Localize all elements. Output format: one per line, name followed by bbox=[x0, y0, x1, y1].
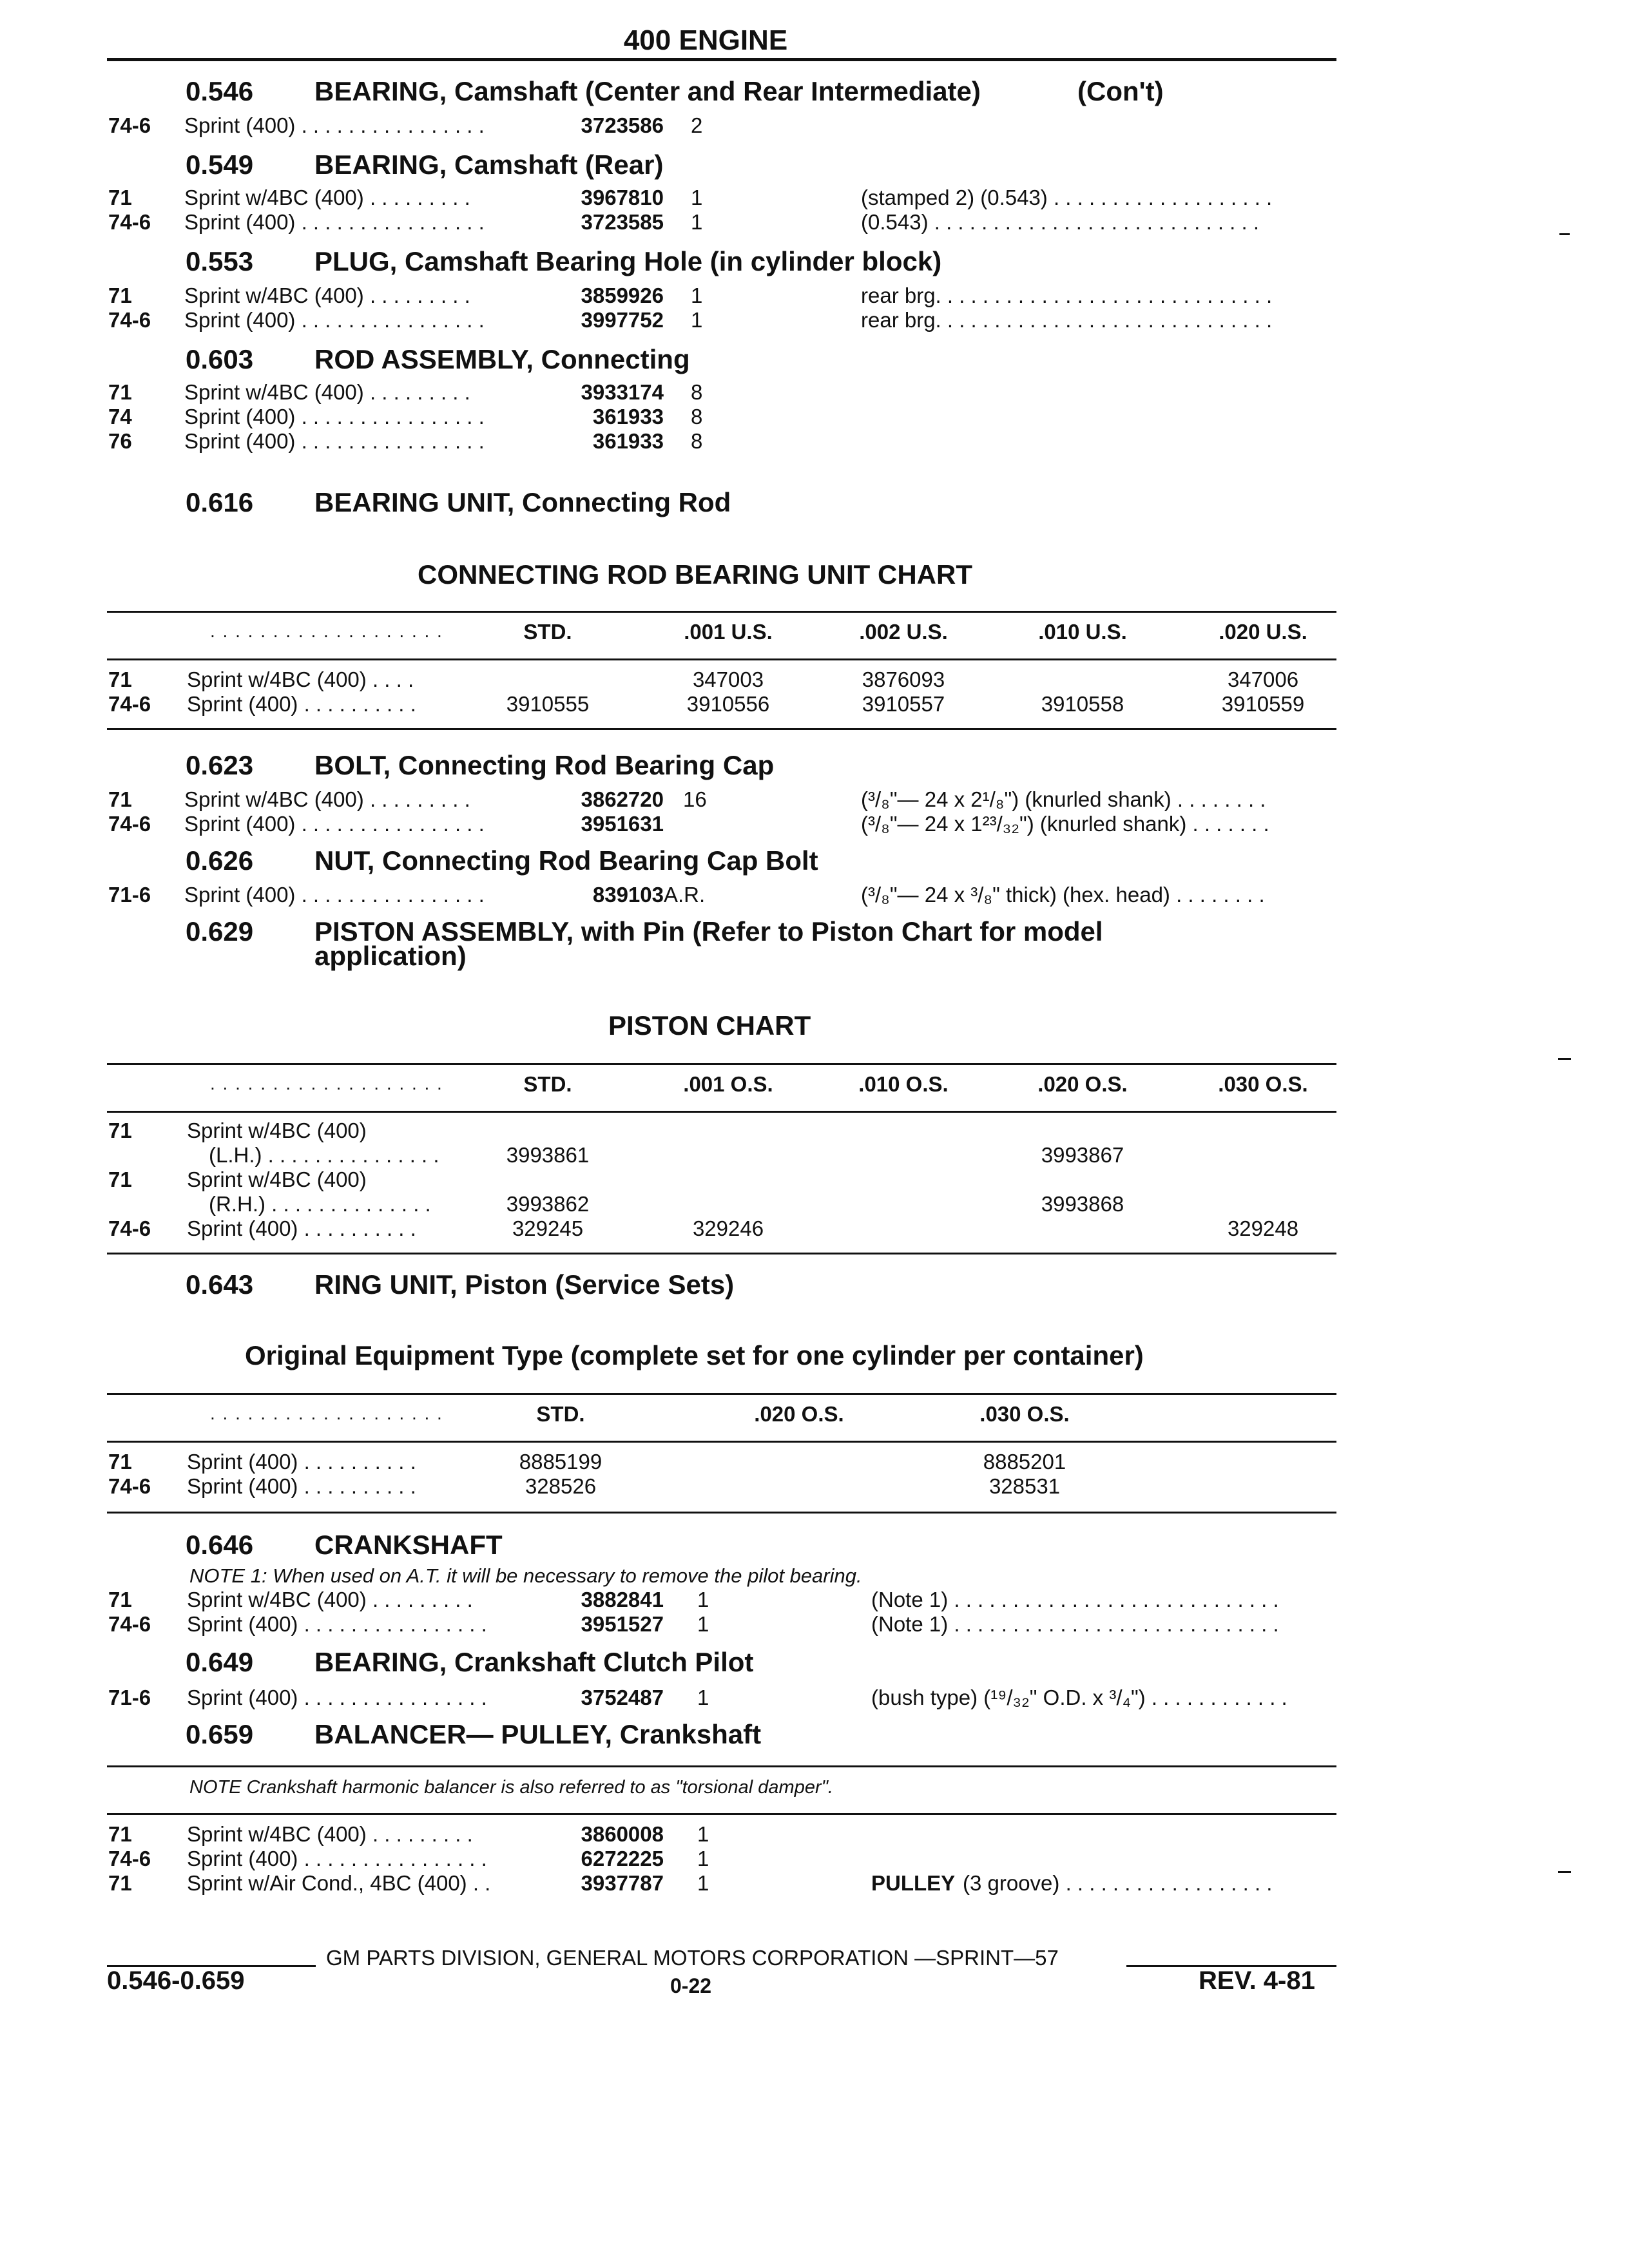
section-number: 0.659 bbox=[186, 1719, 254, 1749]
row-application: Sprint w/4BC (400) . . . . bbox=[187, 668, 414, 691]
table-cell: 328526 bbox=[525, 1474, 597, 1498]
section-title-continued: application) bbox=[314, 941, 467, 971]
part-number: 3967810 bbox=[581, 186, 664, 209]
table-cell: 3876093 bbox=[862, 668, 945, 691]
part-number: 3951527 bbox=[581, 1612, 664, 1636]
quantity: 1 bbox=[691, 284, 703, 307]
quantity: 1 bbox=[697, 1612, 709, 1636]
row-year: 76 bbox=[108, 429, 132, 453]
footer-publisher: GM PARTS DIVISION, GENERAL MOTORS CORPORATION —SPRINT—57 bbox=[326, 1946, 1059, 1970]
column-header: .001 U.S. bbox=[684, 620, 773, 644]
row-year: 71 bbox=[108, 1588, 132, 1611]
row-application: Sprint (400) . . . . . . . . . . . . . . . . bbox=[184, 210, 485, 234]
lead-dots: . . . . . . . . . . . . . . . . . . . bbox=[210, 621, 443, 641]
column-header: .020 U.S. bbox=[1219, 620, 1307, 644]
row-year: 74-6 bbox=[108, 1216, 151, 1240]
table-rule bbox=[107, 1512, 1336, 1514]
quantity: 8 bbox=[691, 380, 703, 404]
table-rule bbox=[107, 611, 1336, 613]
quantity: 1 bbox=[691, 210, 703, 234]
section-title: BEARING UNIT, Connecting Rod bbox=[314, 487, 731, 517]
row-application: Sprint (400) . . . . . . . . . . . . . . . . bbox=[187, 1686, 487, 1709]
row-application: Sprint w/4BC (400) . . . . . . . . . bbox=[184, 186, 470, 209]
row-application: Sprint w/4BC (400) . . . . . . . . . bbox=[187, 1588, 473, 1611]
section-title: RING UNIT, Piston (Service Sets) bbox=[314, 1269, 735, 1300]
section-title: BEARING, Crankshaft Clutch Pilot bbox=[314, 1647, 754, 1677]
quantity: 2 bbox=[691, 113, 703, 137]
row-application: Sprint (400) . . . . . . . . . . . . . . . . bbox=[184, 308, 485, 332]
section-title: BEARING, Camshaft (Rear) bbox=[314, 149, 664, 180]
table-cell: 347006 bbox=[1227, 668, 1299, 691]
remark-bold: PULLEY bbox=[871, 1871, 956, 1895]
table-cell: 328531 bbox=[988, 1474, 1061, 1498]
column-header: .030 O.S. bbox=[1218, 1072, 1308, 1096]
quantity: 1 bbox=[697, 1847, 709, 1870]
row-application: Sprint w/4BC (400) bbox=[187, 1168, 367, 1191]
section-number: 0.603 bbox=[186, 344, 254, 374]
part-number: 3752487 bbox=[581, 1686, 664, 1709]
quantity: 1 bbox=[691, 186, 703, 209]
row-year: 71 bbox=[108, 668, 132, 691]
column-header: .020 O.S. bbox=[754, 1402, 844, 1426]
row-year: 71 bbox=[108, 1871, 132, 1895]
section-title: CRANKSHAFT bbox=[314, 1530, 503, 1560]
table-cell: 3993862 bbox=[506, 1192, 590, 1216]
part-number: 3723585 bbox=[581, 210, 664, 234]
row-year: 74 bbox=[108, 405, 132, 428]
row-application: Sprint w/4BC (400) . . . . . . . . . bbox=[184, 380, 470, 404]
part-number: 3937787 bbox=[581, 1871, 664, 1895]
row-application: Sprint (400) . . . . . . . . . . . . . . . . bbox=[184, 405, 485, 428]
table-cell: 329246 bbox=[692, 1216, 764, 1240]
table-rule bbox=[107, 1393, 1336, 1395]
row-year: 71-6 bbox=[108, 1686, 151, 1709]
part-number: 3933174 bbox=[581, 380, 664, 404]
quantity: 1 bbox=[697, 1822, 709, 1846]
table-rule bbox=[107, 728, 1336, 730]
column-header: .010 O.S. bbox=[858, 1072, 949, 1096]
quantity: 8 bbox=[691, 429, 703, 453]
remark: (³/₈"— 24 x 2¹/₈") (knurled shank) . . . . . . . . bbox=[861, 787, 1266, 811]
row-year: 71-6 bbox=[108, 883, 151, 907]
column-header: STD. bbox=[523, 620, 572, 644]
part-number: 3859926 bbox=[581, 284, 664, 307]
remark: (³/₈"— 24 x 1²³/₃₂") (knurled shank) . . . . . . . bbox=[861, 812, 1269, 836]
column-header: STD. bbox=[536, 1402, 585, 1426]
table-cell: 329248 bbox=[1227, 1216, 1299, 1240]
section-title: ROD ASSEMBLY, Connecting bbox=[314, 344, 690, 374]
quantity: 1 bbox=[691, 308, 703, 332]
row-year: 71 bbox=[108, 787, 132, 811]
column-header: .002 U.S. bbox=[859, 620, 948, 644]
row-application: Sprint (400) . . . . . . . . . . . . . . . . bbox=[187, 1612, 487, 1636]
row-year: 71 bbox=[108, 186, 132, 209]
remark: (³/₈"— 24 x ³/₈" thick) (hex. head) . . . . . . . . bbox=[861, 883, 1265, 907]
remark: rear brg. . . . . . . . . . . . . . . . . . . . . . . . . . . . . bbox=[861, 308, 1273, 332]
section-number: 0.629 bbox=[186, 916, 254, 947]
section-note: NOTE 1: When used on A.T. it will be necessary to remove the pilot bearing. bbox=[189, 1564, 862, 1587]
row-application: Sprint (400) . . . . . . . . . . . . . . . . bbox=[184, 113, 485, 137]
row-year: 74-6 bbox=[108, 113, 151, 137]
remark: (3 groove) . . . . . . . . . . . . . . . . . . bbox=[963, 1871, 1273, 1895]
table-cell: 3910558 bbox=[1041, 692, 1124, 716]
table-cell: 3910555 bbox=[506, 692, 590, 716]
chart-title: Original Equipment Type (complete set for one cylinder per container) bbox=[245, 1340, 1144, 1370]
remark: (Note 1) . . . . . . . . . . . . . . . . . . . . . . . . . . . . bbox=[871, 1588, 1279, 1611]
revision-label: REV. 4-81 bbox=[1199, 1966, 1315, 1995]
row-year: 71 bbox=[108, 1119, 132, 1142]
row-application: Sprint w/4BC (400) bbox=[187, 1119, 367, 1142]
remark: (stamped 2) (0.543) . . . . . . . . . . . . . . . . . . . bbox=[861, 186, 1273, 209]
row-application: Sprint (400) . . . . . . . . . . . . . . . . bbox=[184, 883, 485, 907]
section-number: 0.553 bbox=[186, 246, 254, 276]
table-cell: 8885201 bbox=[983, 1450, 1066, 1474]
section-number: 0.546 bbox=[186, 76, 254, 106]
row-application: Sprint w/4BC (400) . . . . . . . . . bbox=[184, 787, 470, 811]
part-number: 3997752 bbox=[581, 308, 664, 332]
part-number: 6272225 bbox=[581, 1847, 664, 1870]
column-header: STD. bbox=[523, 1072, 572, 1096]
row-year: 74-6 bbox=[108, 210, 151, 234]
section-number: 0.626 bbox=[186, 845, 254, 876]
note-rule bbox=[107, 1765, 1336, 1767]
row-application: Sprint (400) . . . . . . . . . . . . . . . . bbox=[187, 1847, 487, 1870]
table-cell: 3993868 bbox=[1041, 1192, 1124, 1216]
section-title: BALANCER— PULLEY, Crankshaft bbox=[314, 1719, 762, 1749]
chart-title: CONNECTING ROD BEARING UNIT CHART bbox=[418, 559, 972, 590]
section-number: 0.623 bbox=[186, 750, 254, 780]
row-application: Sprint (400) . . . . . . . . . . bbox=[187, 1474, 416, 1498]
table-cell: 3910556 bbox=[686, 692, 770, 716]
quantity: 1 bbox=[697, 1686, 709, 1709]
table-rule bbox=[107, 1253, 1336, 1254]
row-year: 71 bbox=[108, 1822, 132, 1846]
quantity: 8 bbox=[691, 405, 703, 428]
remark: rear brg. . . . . . . . . . . . . . . . . . . . . . . . . . . . . bbox=[861, 284, 1273, 307]
column-header: .010 U.S. bbox=[1038, 620, 1127, 644]
section-title: NUT, Connecting Rod Bearing Cap Bolt bbox=[314, 845, 818, 876]
section-number: 0.549 bbox=[186, 149, 254, 180]
page-number: 0-22 bbox=[670, 1974, 712, 1997]
footer-range: 0.546-0.659 bbox=[107, 1966, 245, 1995]
part-number: 3860008 bbox=[581, 1822, 664, 1846]
remark: (0.543) . . . . . . . . . . . . . . . . . . . . . . . . . . . . bbox=[861, 210, 1259, 234]
table-rule bbox=[107, 1111, 1336, 1113]
part-number: 3723586 bbox=[581, 113, 664, 137]
margin-mark bbox=[1559, 233, 1570, 235]
remark: (bush type) (¹⁹/₃₂" O.D. x ³/₄") . . . . . . . . . . . . bbox=[871, 1686, 1287, 1709]
row-application: Sprint (400) . . . . . . . . . . . . . . . . bbox=[184, 812, 485, 836]
lead-dots: . . . . . . . . . . . . . . . . . . . bbox=[210, 1403, 443, 1423]
table-cell: 3910557 bbox=[862, 692, 945, 716]
title-rule bbox=[107, 58, 1336, 61]
row-year: 71 bbox=[108, 1168, 132, 1191]
table-cell: 3910559 bbox=[1221, 692, 1305, 716]
part-number: 3862720 bbox=[581, 787, 664, 811]
row-application: Sprint w/Air Cond., 4BC (400) . . bbox=[187, 1871, 491, 1895]
column-header: .030 O.S. bbox=[979, 1402, 1070, 1426]
table-rule bbox=[107, 658, 1336, 660]
table-cell: 3993861 bbox=[506, 1143, 590, 1167]
row-year: 74-6 bbox=[108, 812, 151, 836]
section-number: 0.643 bbox=[186, 1269, 254, 1300]
section-title: BOLT, Connecting Rod Bearing Cap bbox=[314, 750, 775, 780]
row-application: Sprint (400) . . . . . . . . . . bbox=[187, 692, 416, 716]
section-number: 0.649 bbox=[186, 1647, 254, 1677]
section-title: PLUG, Camshaft Bearing Hole (in cylinder block) bbox=[314, 246, 942, 276]
row-application: Sprint (400) . . . . . . . . . . . . . . . . bbox=[184, 429, 485, 453]
quantity: 1 bbox=[697, 1588, 709, 1611]
part-number: 361933 bbox=[592, 429, 664, 453]
row-application: Sprint (400) . . . . . . . . . . bbox=[187, 1450, 416, 1474]
table-rule bbox=[107, 1441, 1336, 1443]
column-header: .020 O.S. bbox=[1037, 1072, 1128, 1096]
row-year: 71 bbox=[108, 380, 132, 404]
row-application-detail: (L.H.) . . . . . . . . . . . . . . . bbox=[209, 1143, 439, 1167]
section-title: PISTON ASSEMBLY, with Pin (Refer to Piston Chart for model bbox=[314, 916, 1103, 947]
row-year: 74-6 bbox=[108, 1474, 151, 1498]
row-application: Sprint (400) . . . . . . . . . . bbox=[187, 1216, 416, 1240]
table-cell: 329245 bbox=[512, 1216, 584, 1240]
table-cell: 3993867 bbox=[1041, 1143, 1124, 1167]
remark: (Note 1) . . . . . . . . . . . . . . . . . . . . . . . . . . . . bbox=[871, 1612, 1279, 1636]
section-number: 0.616 bbox=[186, 487, 254, 517]
table-cell: 347003 bbox=[692, 668, 764, 691]
table-rule bbox=[107, 1063, 1336, 1065]
section-note: NOTE Crankshaft harmonic balancer is also referred to as "torsional damper". bbox=[189, 1777, 833, 1798]
row-year: 74-6 bbox=[108, 692, 151, 716]
section-number: 0.646 bbox=[186, 1530, 254, 1560]
quantity: 1 bbox=[697, 1871, 709, 1895]
quantity: A.R. bbox=[664, 883, 706, 907]
row-year: 74-6 bbox=[108, 1612, 151, 1636]
row-year: 74-6 bbox=[108, 308, 151, 332]
row-year: 74-6 bbox=[108, 1847, 151, 1870]
row-application: Sprint w/4BC (400) . . . . . . . . . bbox=[187, 1822, 473, 1846]
part-number: 839103 bbox=[592, 883, 664, 907]
note-rule bbox=[107, 1813, 1336, 1815]
section-title: BEARING, Camshaft (Center and Rear Intermediate) bbox=[314, 76, 981, 106]
row-application-detail: (R.H.) . . . . . . . . . . . . . . bbox=[209, 1192, 431, 1216]
column-header: .001 O.S. bbox=[683, 1072, 773, 1096]
row-year: 71 bbox=[108, 1450, 132, 1474]
margin-mark bbox=[1558, 1058, 1571, 1060]
continued-label: (Con't) bbox=[1077, 76, 1164, 106]
part-number: 3951631 bbox=[581, 812, 664, 836]
part-number: 3882841 bbox=[581, 1588, 664, 1611]
row-application: Sprint w/4BC (400) . . . . . . . . . bbox=[184, 284, 470, 307]
quantity: 16 bbox=[683, 787, 707, 811]
page-title: 400 ENGINE bbox=[623, 24, 788, 56]
part-number: 361933 bbox=[592, 405, 664, 428]
lead-dots: . . . . . . . . . . . . . . . . . . . bbox=[210, 1073, 443, 1093]
table-cell: 8885199 bbox=[519, 1450, 602, 1474]
margin-mark bbox=[1558, 1871, 1571, 1873]
chart-title: PISTON CHART bbox=[608, 1010, 811, 1041]
row-year: 71 bbox=[108, 284, 132, 307]
